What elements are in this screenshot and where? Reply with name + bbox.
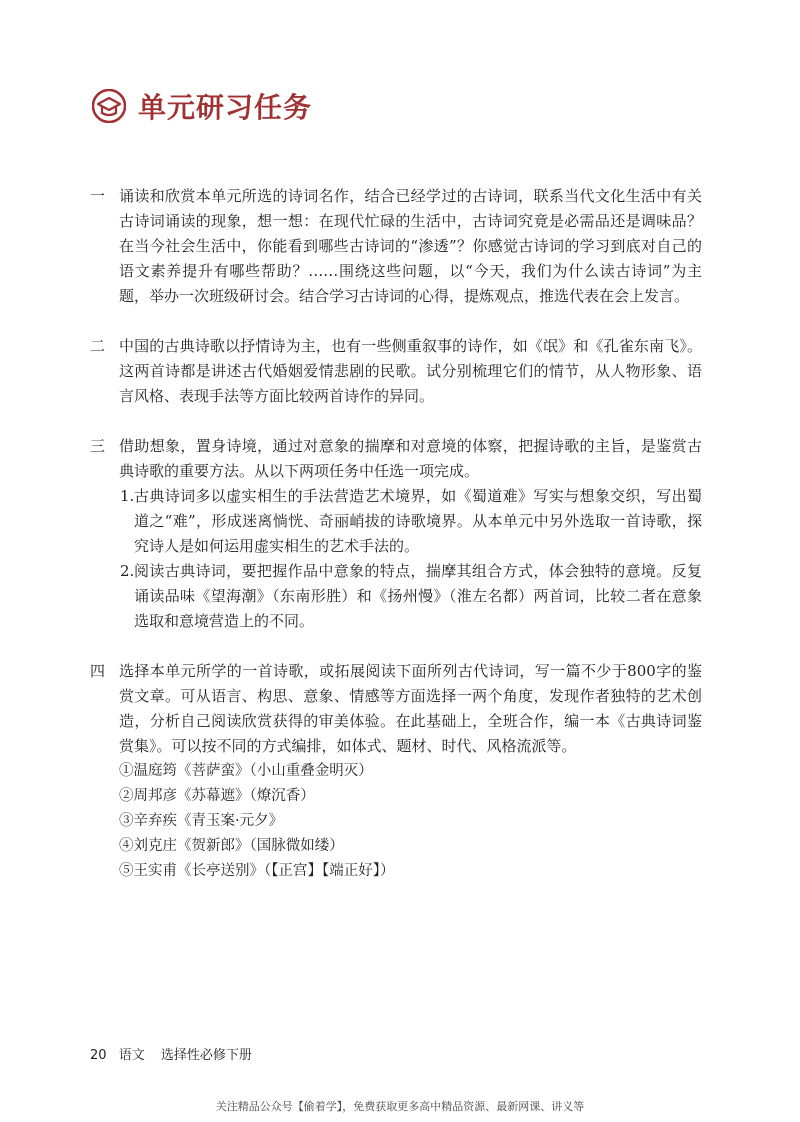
task-body (119, 434, 702, 634)
work-item: ②周邦彦《苏幕遮》（燎沉香） (119, 788, 315, 804)
subtask-text: 古典诗词多以虚实相生的手法营造艺术境界，如《蜀道难》写实与想象交织，写出蜀道之“难”，形成迷离惝恍、奇丽峭拔的诗歌境界。从本单元中另外选取一首诗歌，探究诗人是如何运用虚实相生的艺术手法的。 (134, 487, 702, 555)
task-number: 一 (90, 187, 106, 205)
task-item (90, 334, 702, 409)
page-number: 20 (90, 1048, 107, 1063)
task-body (119, 334, 702, 409)
task-text: 中国的古典诗歌以抒情诗为主，也有一些侧重叙事的诗作，如《氓》和《孔雀东南飞》。这两首诗都是讲述古代婚姻爱情悲剧的民歌。试分别梳理它们的情节，从人物形象、语言风格、表现手法等方面比较两首诗作的异同。 (119, 337, 702, 405)
section-header (92, 86, 312, 126)
promo-note: 关注精品公众号【偷着学】，免费获取更多高中精品资源、最新网课、讲义等 (215, 1100, 585, 1113)
task-item (90, 659, 702, 884)
task-item (90, 184, 702, 309)
work-item: ①温庭筠《菩萨蛮》（小山重叠金明灭） (119, 763, 373, 779)
task-text: 选择本单元所学的一首诗歌，或拓展阅读下面所列古代诗词，写一篇不少于800字的鉴赏文章。可从语言、构思、意象、情感等方面选择一两个角度，发现作者独特的艺术创造，分析自己阅读欣赏获得的审美体验。在此基础上，全班合作，编一本《古典诗词鉴赏集》。可以按不同的方式编排，如体式、题材、时代、风格流派等。 (119, 662, 702, 755)
work-item: ④刘克庄《贺新郎》（国脉微如缕） (119, 838, 344, 854)
task-number: 三 (90, 437, 106, 455)
task-text: 诵读和欣赏本单元所选的诗词名作，结合已经学过的古诗词，联系当代文化生活中有关古诗词诵读的现象，想一想：在现代忙碌的生活中，古诗词究竟是必需品还是调味品？在当今社会生活中，你能看到哪些古诗词的“渗透”？你感觉古诗词的学习到底对自己的语文素养提升有哪些帮助？……围绕这些问题，以“今天，我们为什么读古诗词”为主题，举办一次班级研讨会。结合学习古诗词的心得，提炼观点，推选代表在会上发言。 (119, 187, 702, 305)
page-title: 单元研习任务 (138, 91, 313, 124)
task-number: 二 (90, 337, 106, 355)
footer-subject: 语文 (118, 1048, 145, 1063)
task-number: 四 (90, 662, 106, 680)
task-body (119, 184, 702, 309)
subtask-number: 2. (120, 562, 135, 580)
mortarboard-icon (92, 89, 126, 123)
footer-book: 选择性必修下册 (160, 1048, 252, 1063)
subtask (119, 484, 702, 559)
subtask (119, 559, 702, 634)
task-item (90, 434, 702, 634)
subtask-number: 1. (120, 487, 135, 505)
work-item: ③辛弃疾《青玉案·元夕》 (119, 813, 284, 829)
page-footer (90, 1044, 252, 1063)
task-list (90, 184, 702, 909)
task-body (119, 659, 702, 884)
subtask-text: 阅读古典诗词，要把握作品中意象的特点，揣摩其组合方式，体会独特的意境。反复诵读品味《望海潮》（东南形胜）和《扬州慢》（淮左名都）两首词，比较二者在意象选取和意境营造上的不同。 (134, 562, 702, 630)
work-list (119, 759, 702, 884)
task-text: 借助想象，置身诗境，通过对意象的揣摩和对意境的体察，把握诗歌的主旨，是鉴赏古典诗歌的重要方法。从以下两项任务中任选一项完成。 (119, 437, 702, 480)
work-item: ⑤王实甫《长亭送别》（【正宫】【端正好】） (119, 863, 395, 879)
